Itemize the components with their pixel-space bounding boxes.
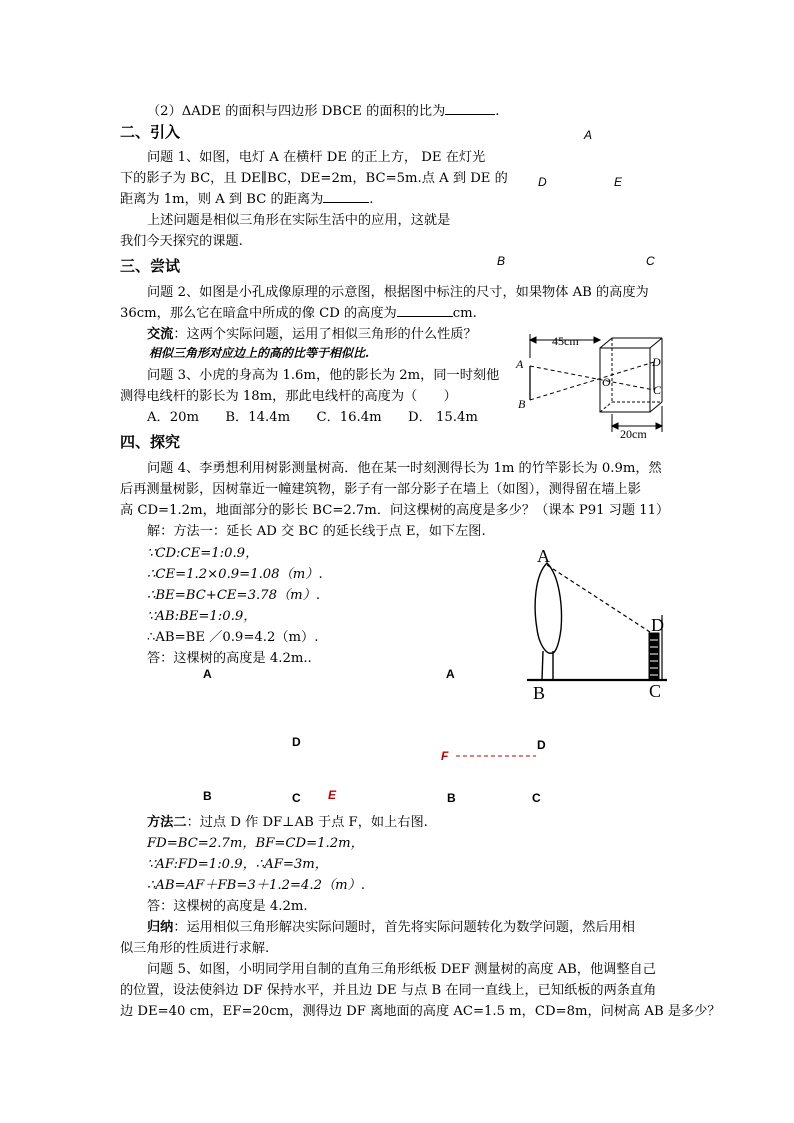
problem1-line3-tail: .: [369, 192, 374, 207]
problem2-line2: [120, 302, 477, 321]
left-fig-label-b: B: [203, 789, 212, 803]
problem2-line2-text: 36cm，那么它在暗盒中所成的像 CD 的高度为: [120, 306, 397, 321]
problem1-line2: 下的影子为 BC，且 DE∥BC，DE=2m，BC=5m.点 A 到 DE 的: [120, 171, 508, 186]
summary-line1: [147, 916, 635, 935]
problem1-line3-text: 距离为 1m，则 A 到 BC 的距离为: [120, 192, 324, 207]
method2-line3: ∵AF:FD=1:0.9，∴AF=3m，: [147, 857, 328, 872]
summary-label: 归纳: [147, 920, 174, 935]
right-fig-label-c: C: [532, 791, 541, 805]
left-fig-label-c: C: [292, 791, 301, 805]
answer-blank: [323, 190, 369, 203]
problem4-line2: 后再测量树影，因树靠近一幢建筑物，影子有一部分影子在墙上（如图），测得留在墙上影: [120, 482, 641, 497]
box-edge: [650, 402, 662, 412]
box-edge: [600, 338, 612, 348]
box-hidden-edge: [600, 402, 612, 412]
solution-line3: ∴CE=1.2×0.9=1.08（m）.: [147, 567, 323, 582]
label-20cm: 20cm: [620, 427, 647, 441]
box-edge: [650, 338, 662, 348]
ratio-question-text: （2）ΔADE 的面积与四边形 DBCE 的面积的比为: [147, 104, 446, 119]
intro-summary-line2: 我们今天探究的课题.: [120, 234, 243, 249]
fig1-label-b: B: [497, 254, 506, 268]
method2-answer: 答：这棵树的高度是 4.2m.: [147, 899, 308, 914]
tree-label-d: D: [651, 615, 664, 635]
method2-line4: ∴AB=AF＋FB=3＋1.2=4.2（m）.: [147, 878, 366, 893]
right-fig-label-b: B: [447, 791, 456, 805]
summary-line2: 似三角形的性质进行求解.: [120, 941, 270, 956]
solution-line1: 解：方法一：延长 AD 交 BC 的延长线于点 E，如下左图.: [147, 524, 486, 539]
answer-blank: [397, 304, 453, 317]
fig1-label-d: D: [538, 175, 547, 189]
problem1-line3: [120, 188, 373, 207]
problem2-line1: 问题 2、如图是小孔成像原理的示意图，根据图中标注的尺寸，如果物体 AB 的高度为: [147, 285, 649, 300]
solution-answer: 答：这棵树的高度是 4.2m..: [147, 651, 312, 666]
arrow-head: [594, 337, 600, 343]
tree-label-b: B: [533, 683, 546, 703]
exchange-answer: 相似三角形对应边上的高的比等于相似比.: [149, 346, 370, 360]
right-fig-label-f: F: [441, 749, 449, 763]
arrow-head: [656, 423, 662, 429]
problem3-options: A．20m B．14.4m C．16.4m D． 15.4m: [147, 410, 478, 425]
df-dashed-line: [456, 754, 538, 758]
problem3-line2: 测得电线杆的影长为 18m，那此电线杆的高度为（ ）: [120, 389, 457, 404]
problem2-line2-tail: cm.: [452, 306, 477, 321]
section-heading-explore: 四、探究: [120, 433, 181, 451]
right-fig-label-a: A: [446, 667, 455, 681]
tree-label-a: A: [537, 546, 550, 566]
method2-line1: [147, 811, 428, 830]
section-heading-intro: 二、引入: [120, 123, 181, 141]
left-fig-label-d: D: [292, 735, 301, 749]
method2-line2: FD=BC=2.7m，BF=CD=1.2m，: [147, 836, 364, 851]
method2-label: 方法二: [147, 815, 187, 830]
label-c: C: [653, 383, 662, 397]
solution-line4: ∴BE=BC+CE=3.78（m）.: [147, 588, 321, 603]
label-45cm: 45cm: [552, 334, 579, 348]
label-b: B: [518, 397, 526, 411]
exchange-line: [147, 323, 477, 342]
problem4-line3: 高 CD=1.2m，地面部分的影长 BC=2.7m．问这棵树的高度是多少？（课本 P91 习题 11）: [120, 503, 670, 518]
summary-line1-text: ：运用相似三角形解决实际问题时，首先将实际问题转化为数学问题，然后用相: [173, 920, 635, 935]
label-o: O: [602, 375, 611, 389]
problem3-line1: 问题 3、小虎的身高为 1.6m，他的影长为 2m，同一时刻他: [147, 368, 500, 383]
problem5-line2: 的位置，设法使斜边 DF 保持水平，并且边 DE 与点 B 在同一直线上，已知纸板的两条直角: [120, 983, 657, 998]
sun-ray: [547, 565, 653, 634]
arrow-head: [612, 423, 618, 429]
left-fig-label-e: E: [328, 788, 337, 802]
solution-line2: ∵CD:CE=1:0.9，: [147, 546, 259, 561]
tree-label-c: C: [649, 681, 662, 701]
right-fig-label-d: D: [537, 738, 546, 752]
label-a: A: [516, 357, 524, 371]
section-heading-try: 三、尝试: [120, 257, 181, 275]
fig1-label-a: A: [584, 128, 593, 142]
light-ray: [530, 366, 654, 390]
answer-blank: [445, 102, 495, 115]
label-d: D: [652, 355, 661, 369]
exchange-label: 交流: [147, 327, 174, 342]
left-fig-label-a: A: [203, 667, 212, 681]
intro-summary-line1: 上述问题是相似三角形在实际生活中的应用，这就是: [147, 213, 451, 228]
problem1-line1: 问题 1、如图，电灯 A 在横杆 DE 的正上方， DE 在灯光: [147, 150, 486, 165]
arrow-head: [530, 337, 536, 343]
fig1-label-e: E: [614, 175, 623, 189]
method2-line1-text: ：过点 D 作 DF⊥AB 于点 F，如上右图.: [186, 815, 428, 830]
tree-shadow-figure: [525, 545, 675, 705]
ratio-question-tail: .: [495, 104, 500, 119]
tree-trunk: [542, 651, 543, 680]
fig1-label-c: C: [646, 254, 655, 268]
light-ray: [530, 362, 654, 400]
exchange-text: ：这两个实际问题，运用了相似三角形的什么性质？: [173, 327, 477, 342]
problem5-line1: 问题 5、如图，小明同学用自制的直角三角形纸板 DEF 测量树的高度 AB，他调整自己: [147, 962, 656, 977]
problem5-line3: 边 DE=40 cm，EF=20cm，测得边 DF 离地面的高度 AC=1.5 m，CD=8m，问树高 AB 是多少？: [120, 1004, 721, 1019]
ratio-question: [147, 100, 499, 119]
tree-crown: [535, 563, 561, 653]
problem4-line1: 问题 4、李勇想利用树影测量树高．他在某一时刻测得长为 1m 的竹竿影长为 0.9m，然: [147, 461, 662, 476]
pinhole-camera-figure: [512, 328, 672, 446]
solution-line5: ∵AB:BE=1:0.9，: [147, 609, 257, 624]
solution-line6: ∴AB=BE ／0.9=4.2（m）.: [147, 630, 319, 645]
